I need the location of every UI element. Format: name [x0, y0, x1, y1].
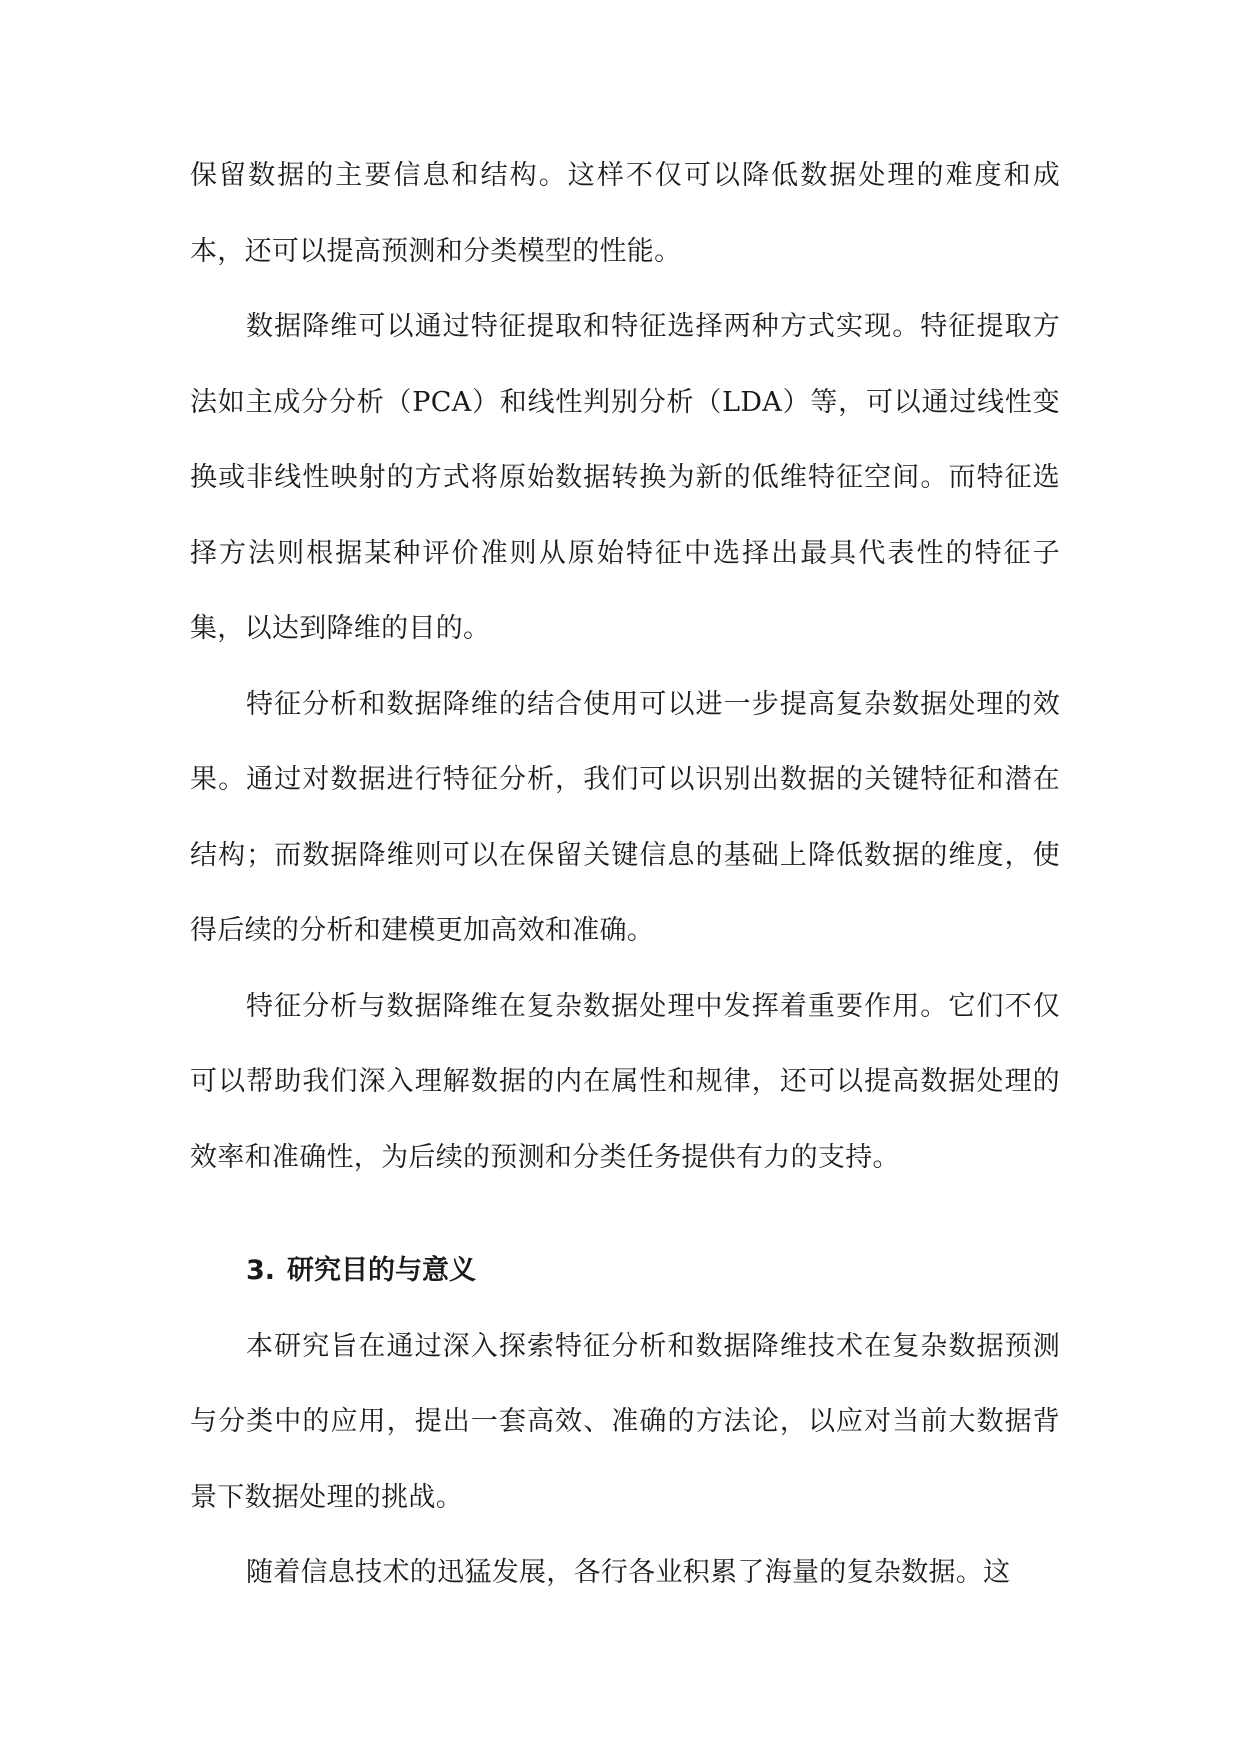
paragraph-background: 随着信息技术的迅猛发展，各行各业积累了海量的复杂数据。这 — [246, 1557, 1011, 1588]
paragraph-research-aim: 本研究旨在通过深入探索特征分析和数据降维技术在复杂数据预测与分类中的应用，提出一套高效、准确的方法论，以应对当前大数据背景下数据处理的挑战。 — [190, 1330, 1060, 1513]
paragraph-continued: 保留数据的主要信息和结构。这样不仅可以降低数据处理的难度和成本，还可以提高预测和分类模型的性能。 — [190, 160, 1060, 267]
document-body — [190, 138, 1060, 1611]
paragraph-importance: 特征分析与数据降维在复杂数据处理中发挥着重要作用。它们不仅可以帮助我们深入理解数据的内在属性和规律，还可以提高数据处理的效率和准确性，为后续的预测和分类任务提供有力的支持。 — [190, 990, 1060, 1173]
section-number: 3. — [246, 1255, 276, 1286]
section-title: 研究目的与意义 — [287, 1255, 477, 1286]
paragraph-dimensionality-methods: 数据降维可以通过特征提取和特征选择两种方式实现。特征提取方法如主成分分析（PCA）和线性判别分析（LDA）等，可以通过线性变换或非线性映射的方式将原始数据转换为新的低维特征空间。而特征选择方法则根据某种评价准则从原始特征中选择出最具代表性的特征子集，以达到降维的目的。 — [190, 311, 1060, 644]
section-heading — [190, 1233, 1060, 1309]
paragraph-combined-use: 特征分析和数据降维的结合使用可以进一步提高复杂数据处理的效果。通过对数据进行特征分析，我们可以识别出数据的关键特征和潜在结构；而数据降维则可以在保留关键信息的基础上降低数据的维度，使得后续的分析和建模更加高效和准确。 — [190, 688, 1060, 946]
